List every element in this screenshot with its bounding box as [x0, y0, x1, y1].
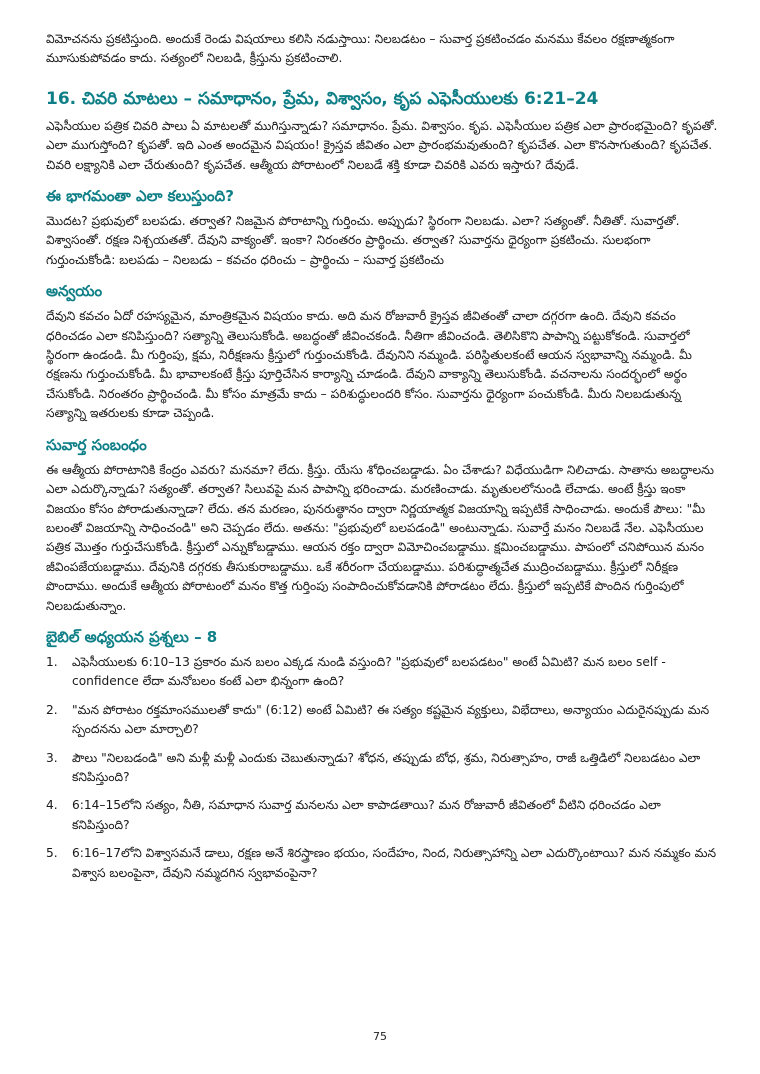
- question-text: 6:16–17లోని విశ్వాసమనే డాలు, రక్షణ అనే శిరస్త్రాణం భయం, సందేహం, నింద, నిరుత్సాహాన్ని ఎలా ఎదుర్కొంటాయి? మన నమ్మకం మన విశ్వాస బలంపైనా, దేవుని నమ్మదగిన స్వభావంపైనా?: [72, 846, 717, 880]
- connect-heading: ఈ భాగమంతా ఎలా కలుస్తుంది?: [46, 187, 234, 206]
- gospel-heading: సువార్త సంబంధం: [46, 435, 147, 454]
- intro-paragraph: విమోచనను ప్రకటిస్తుంది. అందుకే రెండు విషయాలు కలిసి నడుస్తాయి: నిలబడటం – సువార్త ప్రకటించడం మనము కేవలం రక్షణాత్మకంగా మూసుకుపోవడం కాదు. సత్యంలో నిలబడి, క్రీస్తును ప్రకటించాలి.: [46, 32, 675, 66]
- question-item: [46, 749, 722, 788]
- question-item: [46, 701, 722, 740]
- application-heading: అన్వయం: [46, 282, 103, 301]
- section-16-heading: 16. చివరి మాటలు – సమాధానం, ప్రేమ, విశ్వాసం, కృప ఎఫెసీయులకు 6:21–24: [46, 88, 599, 109]
- page-number: 75: [373, 1030, 387, 1043]
- question-text: ఎఫెసీయులకు 6:10–13 ప్రకారం మన బలం ఎక్కడ నుండి వస్తుంది? "ప్రభువులో బలపడటం" అంటే ఏమిటి? మన బలం self -confidence లేదా మనోబలం కంటే ఎలా భిన్నంగా ఉంది?: [72, 654, 666, 689]
- question-number: 1.: [46, 654, 58, 669]
- question-number: 2.: [46, 702, 58, 717]
- application-paragraph: దేవుని కవచం ఏదో రహస్యమైన, మాంత్రికమైన విషయం కాదు. అది మన రోజువారీ క్రైస్తవ జీవితంతో చాలా దగ్గరగా ఉంది. దేవుని కవచం ధరించడం ఎలా కనిపిస్తుంది? సత్యాన్ని తెలుసుకోండి. అబద్ధంతో జీవించకండి. నీతిగా జీవించండి. తెలిసికొని పాపాన్ని పట్టుకోకండి. సువార్తలో స్థిరంగా ఉండండి. మీ గుర్తింపు, క్షమ, నిరీక్షణను క్రీస్తులో గుర్తుంచుకోండి. దేవునిని నమ్మండి. పరిస్థితులకంటే ఆయన స్వభావాన్ని నమ్మండి. మీ రక్షణను గుర్తుంచుకోండి. మీ భావాలకంటే క్రీస్తు పూర్తిచేసిన కార్యాన్ని చూడండి. దేవుని వాక్యాన్ని తెలుసుకోండి. వచనాలను సందర్భంలో అర్థం చేసుకోండి. నిరంతరం ప్రార్థించండి. మీ కోసం మాత్రమే కాదు – పరిశుద్ధులందరి కోసం. సువార్తను ధైర్యంగా పంచుకోండి. మీరు నిలబడుతున్న సత్యాన్ని ఇతరులకు కూడా చెప్పండి.: [46, 309, 692, 421]
- connect-paragraph: మొదట? ప్రభువులో బలపడు. తర్వాత? నిజమైన పోరాటాన్ని గుర్తించు. అప్పుడు? స్థిరంగా నిలబడు. ఎలా? సత్యంతో. నీతితో. సువార్తతో. విశ్వాసంతో. రక్షణ నిశ్చయతతో. దేవుని వాక్యంతో. ఇంకా? నిరంతరం ప్రార్థించు. తర్వాత? సువార్తను ధైర్యంగా ప్రకటించు. సులభంగా గుర్తుంచుకోండి: బలపడు – నిలబడు – కవచం ధరించు – ప్రార్థించు – సువార్త ప్రకటించు: [46, 214, 680, 267]
- questions-list: [46, 653, 722, 883]
- question-number: 3.: [46, 750, 58, 765]
- question-item: [46, 796, 722, 835]
- question-item: [46, 844, 722, 883]
- gospel-paragraph: ఈ ఆత్మీయ పోరాటానికి కేంద్రం ఎవరు? మనమా? లేదు. క్రీస్తు. యేసు శోధించబడ్డాడు. ఏం చేశాడు? విధేయుడిగా నిలిచాడు. సాతాను అబద్ధాలను ఎలా ఎదుర్కొన్నాడు? సత్యంతో. తర్వాత? సిలువపై మన పాపాన్ని భరించాడు. మరణించాడు. మృతులలోనుండి లేచాడు. అంటే క్రీస్తు ఇంకా విజయం కోసం పోరాడుతున్నాడా? లేదు. తన మరణం, పునరుత్థానం ద్వారా నిర్ణయాత్మక విజయాన్ని ఇప్పటికే సాధించాడు. అందుకే పౌలు: "మీ బలంతో విజయాన్ని సాధించండి" అని చెప్పడం లేదు. అతను: "ప్రభువులో బలపడండి" అంటున్నాడు. సువార్తే మనం నిలబడే నేల. ఎఫెసీయుల పత్రిక మొత్తం గుర్తుచేసుకోండి. క్రీస్తులో ఎన్నుకోబడ్డాము. ఆయన రక్తం ద్వారా విమోచించబడ్డాము. క్షమించబడ్డాము. పాపంలో చనిపోయిన మనం జీవింపజేయబడ్డాము. దేవునికి దగ్గరకు తీసుకురాబడ్డాము. ఒకే శరీరంగా చేయబడ్డాము. పరిశుద్ధాత్మచేత ముద్రించబడ్డాము. క్రీస్తులో నిరీక్షణ పొందాము. అందుకే ఆత్మీయ పోరాటంలో మనం కొత్త గుర్తింపు సంపాదించుకోవడానికి పోరాడటం లేదు. క్రీస్తులో ఇప్పటికే పొందిన గుర్తింపులో నిలబడుతున్నాం.: [46, 462, 714, 613]
- question-number: 4.: [46, 798, 58, 813]
- question-text: పౌలు "నిలబడండి" అని మళ్లీ మళ్లీ ఎందుకు చెబుతున్నాడు? శోధన, తప్పుడు బోధ, శ్రమ, నిరుత్సాహం, రాజీ ఒత్తిడిలో నిలబడటం ఎలా కనిపిస్తుంది?: [72, 750, 701, 784]
- question-text: "మన పోరాటం రక్తమాంసములతో కాదు" (6:12) అంటే ఏమిటి? ఈ సత్యం కష్టమైన వ్యక్తులు, విభేదాలు, అన్యాయం ఎదురైనప్పుడు మన స్పందనను ఎలా మార్చాలి?: [72, 702, 710, 737]
- question-number: 5.: [46, 846, 58, 861]
- question-text: 6:14–15లోని సత్యం, నీతి, సమాధాన సువార్త మనలను ఎలా కాపాడతాయి? మన రోజువారీ జీవితంలో వీటిని ధరించడం ఎలా కనిపిస్తుంది?: [72, 798, 661, 832]
- question-item: [46, 653, 722, 692]
- questions-heading: బైబిల్ అధ్యయన ప్రశ్నలు – 8: [46, 627, 218, 646]
- section-16-paragraph: ఎఫెసీయుల పత్రిక చివరి పాలు ఏ మాటలతో ముగిస్తున్నాడు? సమాధానం. ప్రేమ. విశ్వాసం. కృప. ఎఫెసీయుల పత్రిక ఎలా ప్రారంభమైంది? కృపతో. ఎలా ముగుస్తోంది? కృపతో. ఇది ఎంత అందమైన విషయం! క్రైస్తవ జీవితం ఎలా ప్రారంభమవుతుంది? కృపచేత. ఎలా కొనసాగుతుంది? కృపచేత. చివరి లక్ష్యానికి ఎలా చేరుతుంది? కృపచేత. ఆత్మీయ పోరాటంలో నిలబడే శక్తి కూడా చివరికి ఎవరు ఇస్తారు? దేవుడే.: [46, 118, 718, 172]
